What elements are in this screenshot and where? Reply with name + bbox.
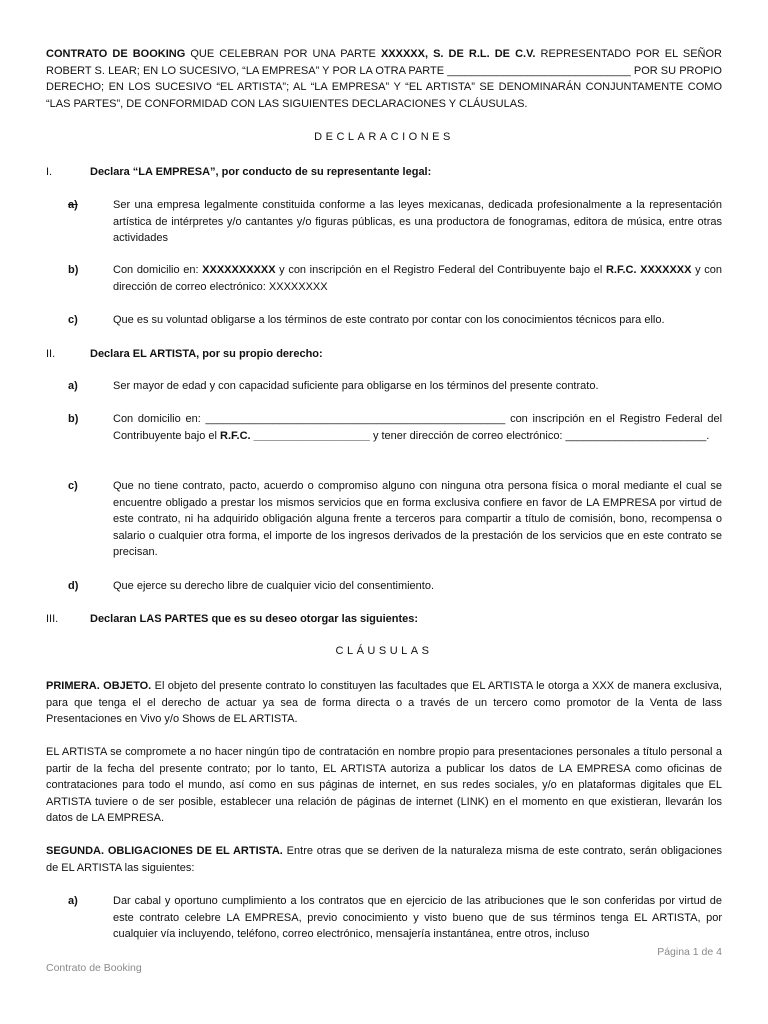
declaraciones-heading: DECLARACIONES (314, 131, 454, 143)
item-letter: b) (68, 264, 79, 276)
item-text: Con domicilio en: XXXXXXXXXX y con inscripción en el Registro Federal del Contribuyente bajo el R.F.C. XXXXXXX y con dirección de correo electrónico: XXXXXXXX (113, 264, 723, 293)
section-title: Declaran LAS PARTES que es su deseo otorgar las siguientes: (90, 613, 419, 625)
clausulas-heading: CLÁUSULAS (335, 645, 433, 657)
segunda-clause: SEGUNDA. OBLIGACIONES DE EL ARTISTA. Entre otras que se deriven de la naturaleza misma de este contrato, serán obligaciones de EL ARTISTA las siguientes: (46, 845, 722, 874)
section-number: III. (46, 613, 59, 625)
item-text: Que ejerce su derecho libre de cualquier vicio del consentimiento. (113, 580, 435, 592)
primera-paragraph-2: EL ARTISTA se compromete a no hacer ningún tipo de contratación en nombre propio para presentaciones personales a título personal a partir de la fecha del presente contrato; por lo tanto, EL ARTISTA autoriza a publicar los datos de LA EMPRESA como oficinas de contrataciones para todo el mundo, así como en sus páginas de internet, en sus redes sociales, y/o en plataformas digitales que EL ARTISTA tuviere o de ser posible, establecer una relación de páginas de internet (LINK) en el momento en que existieran, llevarán los datos de LA EMPRESA. (46, 746, 722, 824)
item-letter: c) (68, 480, 78, 492)
artist-name-blank: ______________________________ (447, 64, 631, 77)
footer-document-title: Contrato de Booking (46, 962, 142, 974)
clause-title: SEGUNDA. OBLIGACIONES DE EL ARTISTA. (46, 845, 283, 857)
item-text: Dar cabal y oportuno cumplimiento a los contratos que en ejercicio de las atribuciones que le son conferidas por virtud de este contrato celebre LA EMPRESA, previo conocimiento y visto bueno que de sus términos tenga EL ARTISTA, por cualquier vía incluyendo, teléfono, correo electrónico, mensajería instantánea, entre otros, incluso (113, 895, 722, 940)
item-text: Ser una empresa legalmente constituida conforme a las leyes mexicanas, dedicada profesionalmente a la representación artística de intérpretes y/o cantantes y/o figuras públicas, es una productora de fonogramas, editora de música, entre otras actividades (113, 199, 722, 244)
intro-paragraph: CONTRATO DE BOOKING QUE CELEBRAN POR UNA PARTE XXXXXX, S. DE R.L. DE C.V. REPRESENTADO POR EL SEÑOR ROBERT S. LEAR; EN LO SUCESIVO, “LA EMPRESA” Y POR LA OTRA PARTE ______________________________ POR SU PROPIO DERECHO; EN LOS SUCESIVO “EL ARTISTA”; AL “LA EMPRESA” Y “EL ARTISTA” SE DENOMINARÁN CONJUNTAMENTE COMO “LAS PARTES”, DE CONFORMIDAD CON LAS SIGUIENTES DECLARACIONES Y CLÁUSULAS. (46, 48, 722, 110)
item-text: Con domicilio en: _________________________________________________ con inscripción en el Registro Federal del Contribuyente bajo el R.F.C. ___________________ y tener dirección de correo electrónico: _______________________. (113, 413, 723, 442)
item-letter: a) (68, 199, 78, 211)
clause-title: PRIMERA. OBJETO. (46, 680, 152, 692)
section-title: Declara EL ARTISTA, por su propio derecho: (90, 348, 323, 360)
section-number: II. (46, 348, 56, 360)
item-letter: a) (68, 380, 78, 392)
rfc-blank: ___________________ (253, 429, 370, 442)
item-text: Que es su voluntad obligarse a los términos de este contrato por contar con los conocimientos técnicos para ello. (113, 314, 665, 326)
email-blank: _______________________ (565, 429, 707, 442)
item-letter: c) (68, 314, 78, 326)
item-text: Ser mayor de edad y con capacidad suficiente para obligarse en los términos del presente contrato. (113, 380, 599, 392)
primera-clause: PRIMERA. OBJETO. El objeto del presente contrato lo constituyen las facultades que EL ARTISTA le otorga a XXX de manera exclusiva, para que tenga el el derecho de actuar ya sea de forma directa o a través de un tercero como promotor de la Venta de lass Presentaciones en Vivo y/o Shows de EL ARTISTA. (46, 680, 722, 725)
item-letter: a) (68, 895, 78, 907)
item-letter: b) (68, 413, 79, 425)
section-title: Declara “LA EMPRESA”, por conducto de su representante legal: (90, 166, 432, 178)
item-letter: d) (68, 580, 79, 592)
item-text: Que no tiene contrato, pacto, acuerdo o compromiso alguno con ninguna otra persona física o moral mediante el cual se encuentre obligado a prestar los mismos servicios que en forma exclusiva confiere en favor de LA EMPRESA por virtud de este contrato, ni ha adquirido obligación alguna frente a terceros para compartir a título de comisión, bono, recompensa o salario o cualquier otra forma, el importe de los ingresos derivados de la prestación de los servicios que en este contrato se precisan. (113, 480, 722, 558)
section-number: I. (46, 166, 53, 178)
page-number: Página 1 de 4 (657, 946, 722, 958)
address-blank: _________________________________________________ (205, 413, 506, 425)
